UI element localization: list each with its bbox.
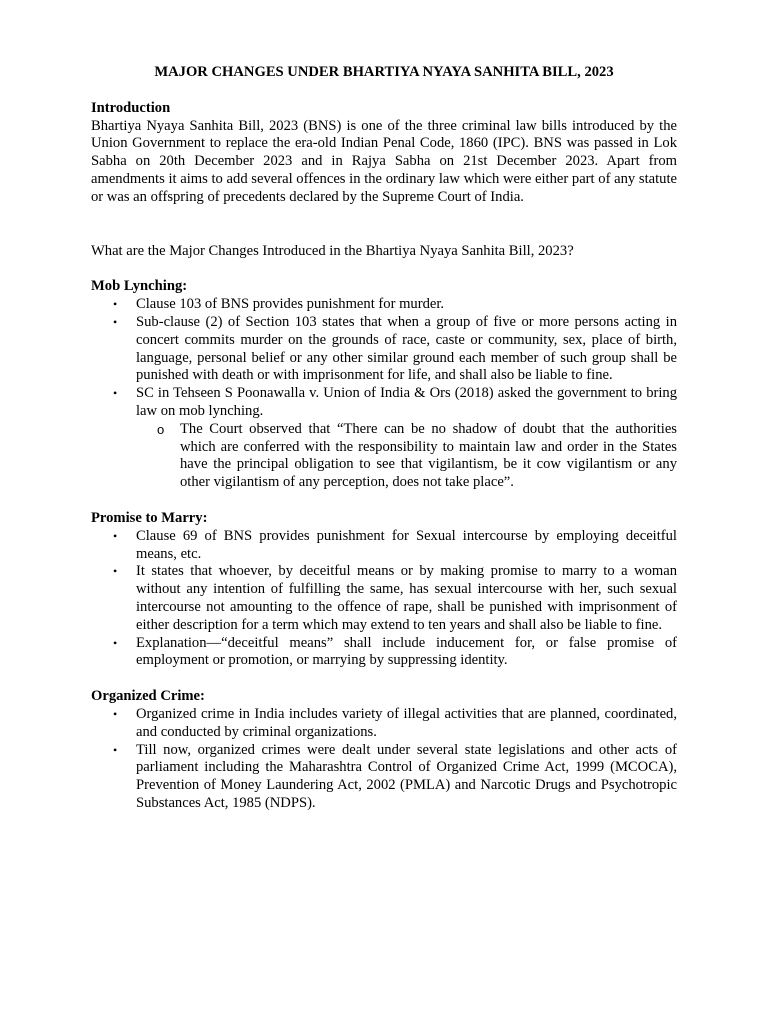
list-item [91,706,677,742]
list-item-text: Sub-clause (2) of Section 103 states that when a group of five or more persons acting in concert commits murder on the grounds of race, caste or community, sex, place of birth, language, personal belief or any other similar ground each member of such group shall be punished with death or with imprisonment for life, and shall also be liable to fine. [136,313,677,384]
list-item-text: Till now, organized crimes were dealt under several state legislations and other acts of parliament including the Maharashtra Control of Organized Crime Act, 1999 (MCOCA), Prevention of Money Laundering Act, 2002 (PMLA) and Narcotic Drugs and Psychotropic Substances Act, 1985 (NDPS). [136,741,677,811]
list-item-text: Clause 69 of BNS provides punishment for Sexual intercourse by employing deceitful means, etc. [136,527,677,562]
document-page [91,64,677,831]
list-item [91,528,677,564]
sub-bullet-icon: o [157,421,165,437]
bullet-icon: • [113,742,118,757]
list-item [91,314,677,385]
bullet-icon: • [113,386,118,401]
mob-lynching-sublist [136,421,677,492]
mob-lynching-section [91,278,677,492]
bullet-icon: • [113,297,118,312]
promise-to-marry-section [91,510,677,670]
mob-lynching-heading: Mob Lynching: [91,278,188,295]
introduction-paragraph: Bhartiya Nyaya Sanhita Bill, 2023 (BNS) is one of the three criminal law bills introduced by the Union Government to replace the era-old Indian Penal Code, 1860 (IPC). BNS was passed in Lok Sabha on 20th December 2023 and in Rajya Sabha on 21st December 2023. Apart from amendments it aims to add several offences in the ordinary law which were either part of any statute or was an offspring of precedents declared by the Supreme Court of India. [91,117,677,205]
list-item-text: Organized crime in India includes variety of illegal activities that are planned, coordinated, and conducted by criminal organizations. [136,705,677,740]
list-item [91,296,677,314]
promise-to-marry-list [91,528,677,670]
promise-to-marry-heading: Promise to Marry: [91,509,208,526]
sub-list-item [136,421,677,492]
organized-crime-list [91,706,677,813]
bullet-icon: • [113,564,118,579]
list-item [91,563,677,634]
organized-crime-section [91,688,677,813]
bullet-icon: • [113,528,118,543]
list-item-text: Explanation—“deceitful means” shall include inducement for, or false promise of employment or promotion, or marrying by suppressing identity. [136,634,677,669]
introduction-heading: Introduction [91,99,171,116]
section-question: What are the Major Changes Introduced in the Bhartiya Nyaya Sanhita Bill, 2023? [91,242,574,259]
list-item [91,385,677,492]
bullet-icon: • [113,635,118,650]
sub-list-item-text: The Court observed that “There can be no shadow of doubt that the authorities which are conferred with the responsibility to maintain law and order in the States have the principal obligation to see that vigilantism, be it cow vigilantism or any other vigilantism of any perception, does not take place”. [180,420,677,491]
document-title: MAJOR CHANGES UNDER BHARTIYA NYAYA SANHITA BILL, 2023 [154,64,614,80]
bullet-icon: • [113,706,118,721]
list-item-text: Clause 103 of BNS provides punishment for murder. [136,296,445,313]
list-item [91,635,677,671]
list-item [91,742,677,813]
mob-lynching-list [91,296,677,492]
introduction-section [91,100,677,207]
organized-crime-heading: Organized Crime: [91,688,205,705]
list-item-text: SC in Tehseen S Poonawalla v. Union of India & Ors (2018) asked the government to bring law on mob lynching. [136,385,677,419]
list-item-text: It states that whoever, by deceitful means or by making promise to marry to a woman without any intention of fulfilling the same, has sexual intercourse with her, such sexual intercourse not amounting to the offence of rape, shall be punished with imprisonment of either description for a term which may extend to ten years and shall also be liable to fine. [136,563,677,633]
bullet-icon: • [113,314,118,329]
